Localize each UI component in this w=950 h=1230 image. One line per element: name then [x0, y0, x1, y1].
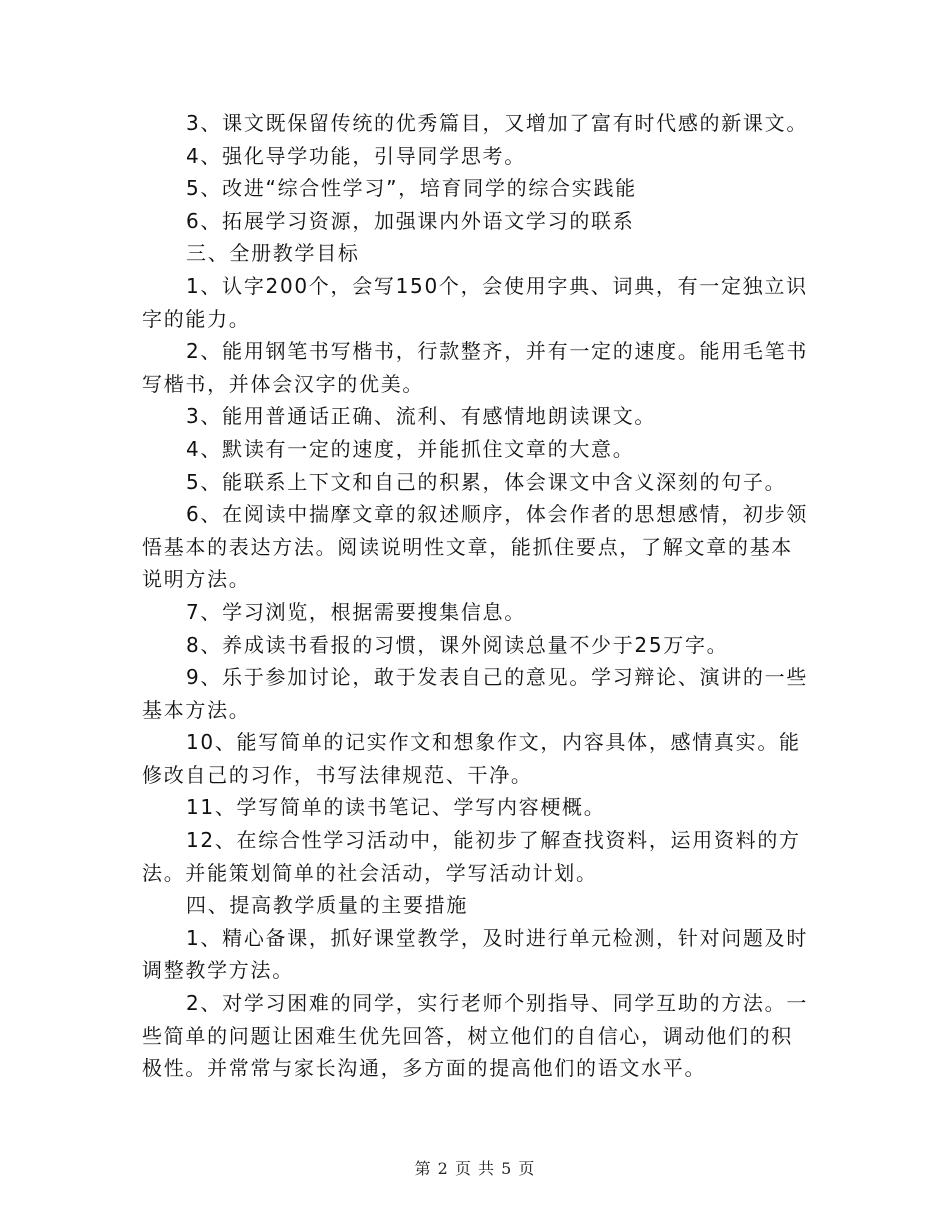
paragraph-15: 10、能写简单的记实作文和想象作文，内容具体，感情真实。能修改自己的习作，书写法律规范、干净。 — [142, 730, 801, 787]
paragraph-16: 11、学写简单的读书笔记、学写内容梗概。 — [186, 795, 606, 820]
paragraph-14: 9、乐于参加讨论，敢于发表自己的意见。学习辩论、演讲的一些基本方法。 — [142, 665, 809, 722]
paragraph-17: 12、在综合性学习活动中，能初步了解查找资料，运用资料的方法。并能策划简单的社会活动，学写活动计划。 — [142, 828, 801, 885]
paragraph-13: 8、养成读书看报的习惯，课外阅读总量不少于25万字。 — [186, 632, 729, 657]
paragraph-4: 6、拓展学习资源，加强课内外语文学习的联系 — [186, 208, 635, 233]
paragraph-2: 4、强化导学功能，引导同学思考。 — [186, 143, 526, 168]
paragraph-12: 7、学习浏览，根据需要搜集信息。 — [186, 599, 526, 624]
paragraph-11: 6、在阅读中揣摩文章的叙述顺序，体会作者的思想感情，初步领悟基本的表达方法。阅读说明性文章，能抓住要点，了解文章的基本说明方法。 — [142, 502, 809, 592]
paragraph-1: 3、课文既保留传统的优秀篇目，又增加了富有时代感的新课文。 — [186, 111, 809, 135]
document-body — [142, 107, 810, 1085]
paragraph-9: 4、默读有一定的速度，并能抓住文章的大意。 — [186, 436, 635, 461]
paragraph-6: 1、认字200个，会写150个，会使用字典、词典，有一定独立识字的能力。 — [142, 273, 808, 331]
paragraph-20: 2、对学习困难的同学，实行老师个别指导、同学互助的方法。一些简单的问题让困难生优先回答，树立他们的自信心，调动他们的积极性。并常常与家长沟通，多方面的提高他们的语文水平。 — [142, 991, 809, 1081]
section-heading-3: 三、全册教学目标 — [186, 241, 360, 266]
paragraph-10: 5、能联系上下文和自己的积累，体会课文中含义深刻的句子。 — [186, 469, 787, 494]
paragraph-8: 3、能用普通话正确、流利、有感情地朗读课文。 — [186, 404, 657, 429]
paragraph-19: 1、精心备课，抓好课堂教学，及时进行单元检测，针对问题及时调整教学方法。 — [142, 925, 809, 983]
page-footer: 第 2 页 共 5 页 — [414, 1159, 536, 1178]
paragraph-3: 5、改进“综合性学习”，培育同学的综合实践能 — [186, 176, 637, 201]
section-heading-4: 四、提高教学质量的主要措施 — [186, 893, 469, 918]
paragraph-7: 2、能用钢笔书写楷书，行款整齐，并有一定的速度。能用毛笔书写楷书，并体会汉字的优美。 — [142, 339, 809, 396]
